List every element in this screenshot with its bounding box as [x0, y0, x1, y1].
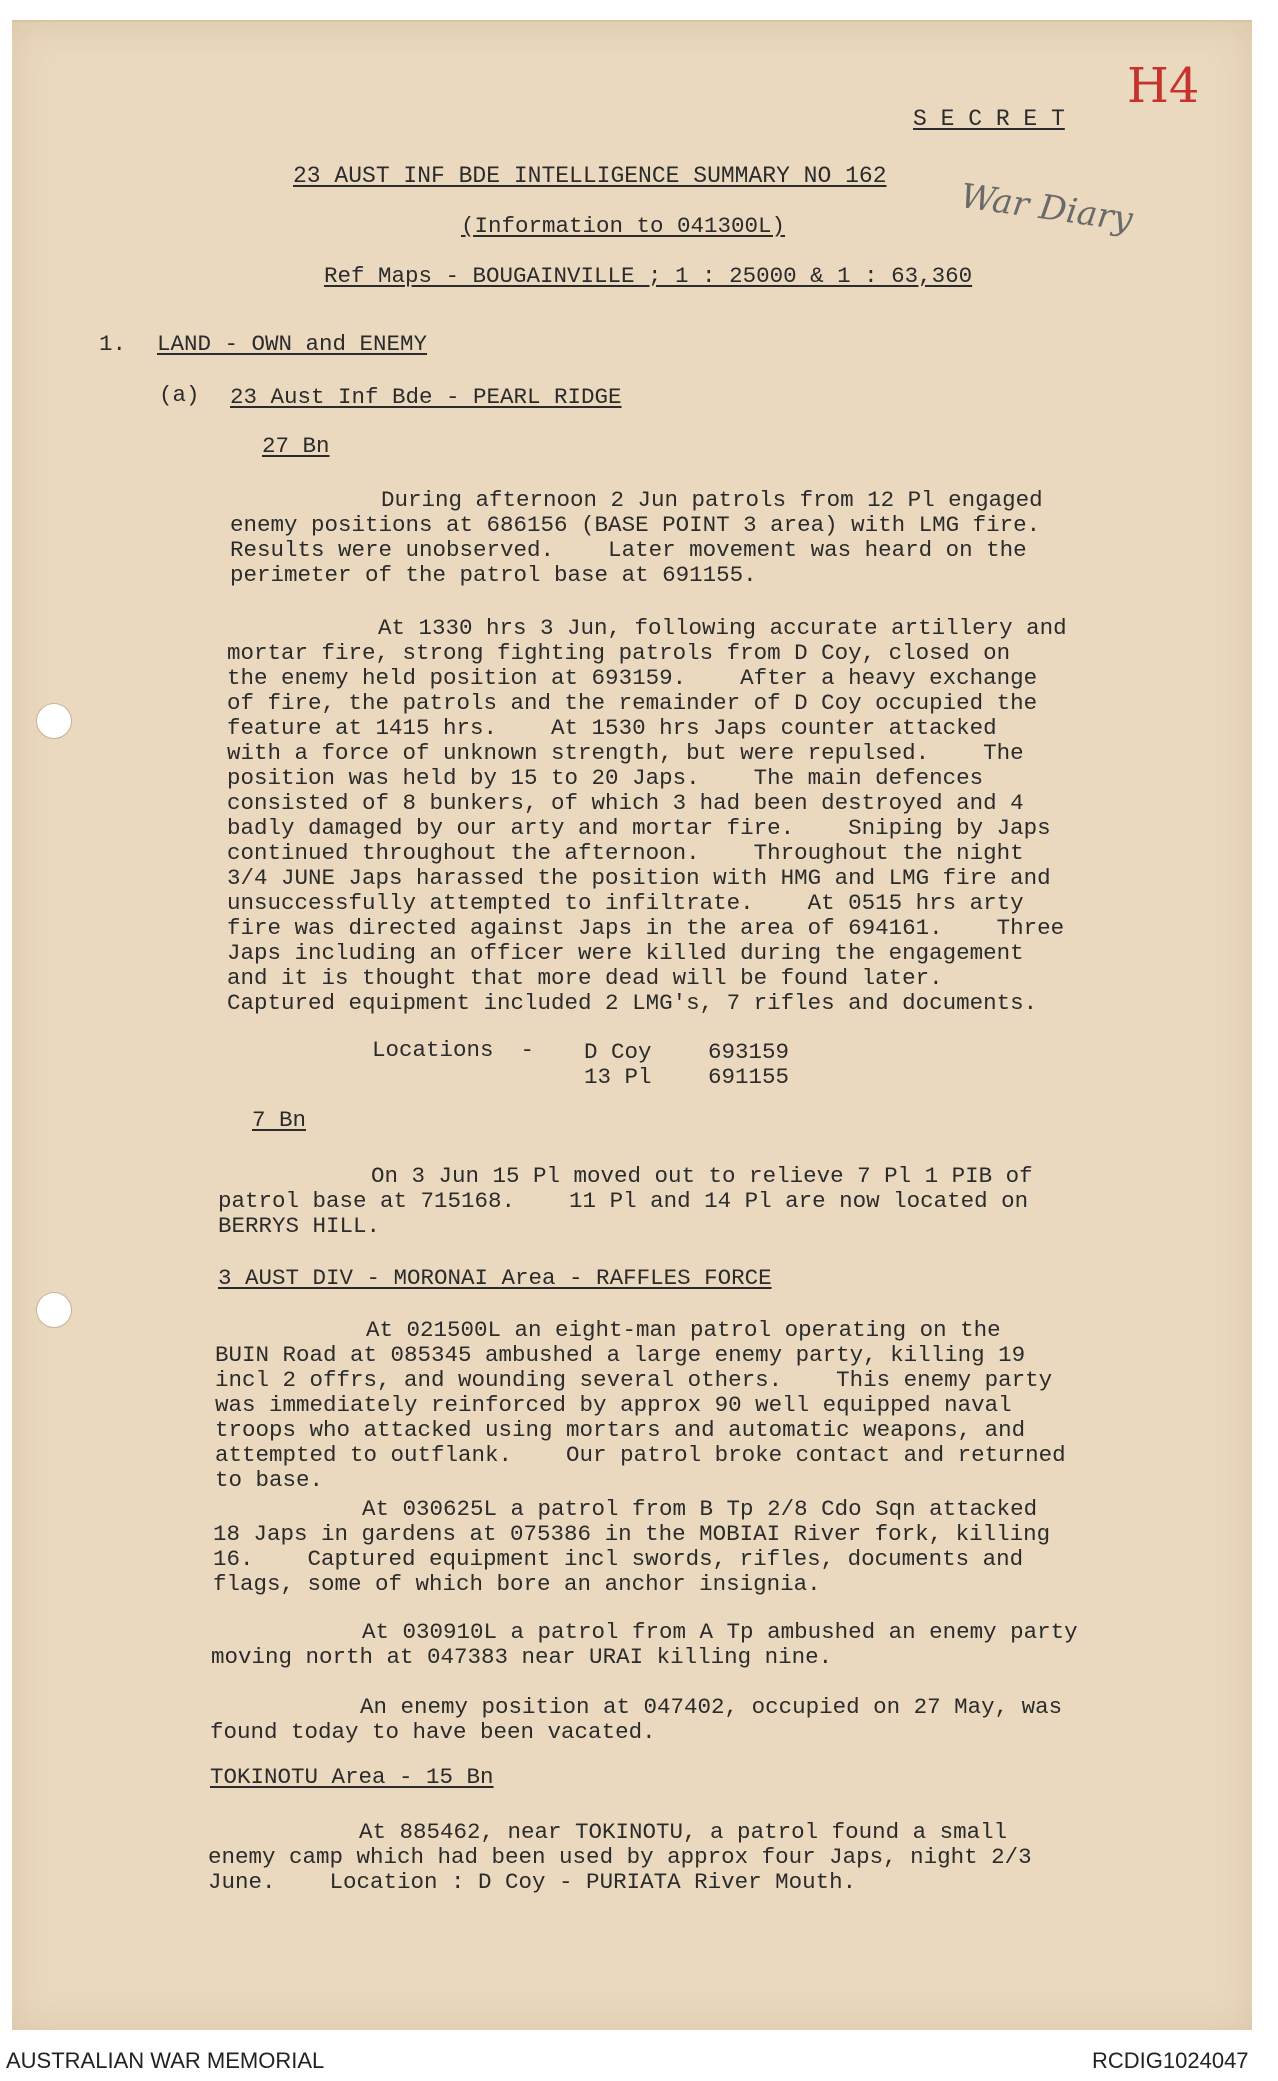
location-grid: 691155	[708, 1064, 790, 1090]
classification-label: S E C R E T	[913, 106, 1065, 132]
archive-credit: AUSTRALIAN WAR MEMORIAL	[6, 2048, 325, 2073]
handwritten-note: War Diary	[958, 176, 1136, 240]
unit-heading-7-bn: 7 Bn	[252, 1107, 307, 1133]
tokinotu-heading: TOKINOTU Area - 15 Bn	[210, 1764, 494, 1790]
punch-hole	[36, 703, 72, 739]
unit-heading-27-bn: 27 Bn	[262, 433, 330, 459]
document-title: 23 AUST INF BDE INTELLIGENCE SUMMARY NO 162	[293, 163, 887, 189]
archive-id: RCDIG1024047	[1092, 2048, 1249, 2073]
subsection-label: (a)	[159, 382, 200, 408]
punch-hole	[36, 1292, 72, 1328]
reference-maps: Ref Maps - BOUGAINVILLE ; 1 : 25000 & 1 : 63,360	[324, 263, 973, 289]
information-to: (Information to 041300L)	[461, 213, 786, 239]
locations-label: Locations -	[372, 1037, 535, 1063]
handwritten-reference: H4	[1127, 58, 1200, 114]
section-number: 1.	[99, 331, 127, 357]
location-grid: 693159	[708, 1039, 790, 1065]
subsection-heading: 23 Aust Inf Bde - PEARL RIDGE	[230, 384, 622, 410]
location-unit: D Coy	[584, 1039, 652, 1065]
section-heading: LAND - OWN and ENEMY	[157, 331, 428, 357]
division-heading: 3 AUST DIV - MORONAI Area - RAFFLES FORCE	[218, 1265, 772, 1291]
location-unit: 13 Pl	[584, 1064, 652, 1090]
